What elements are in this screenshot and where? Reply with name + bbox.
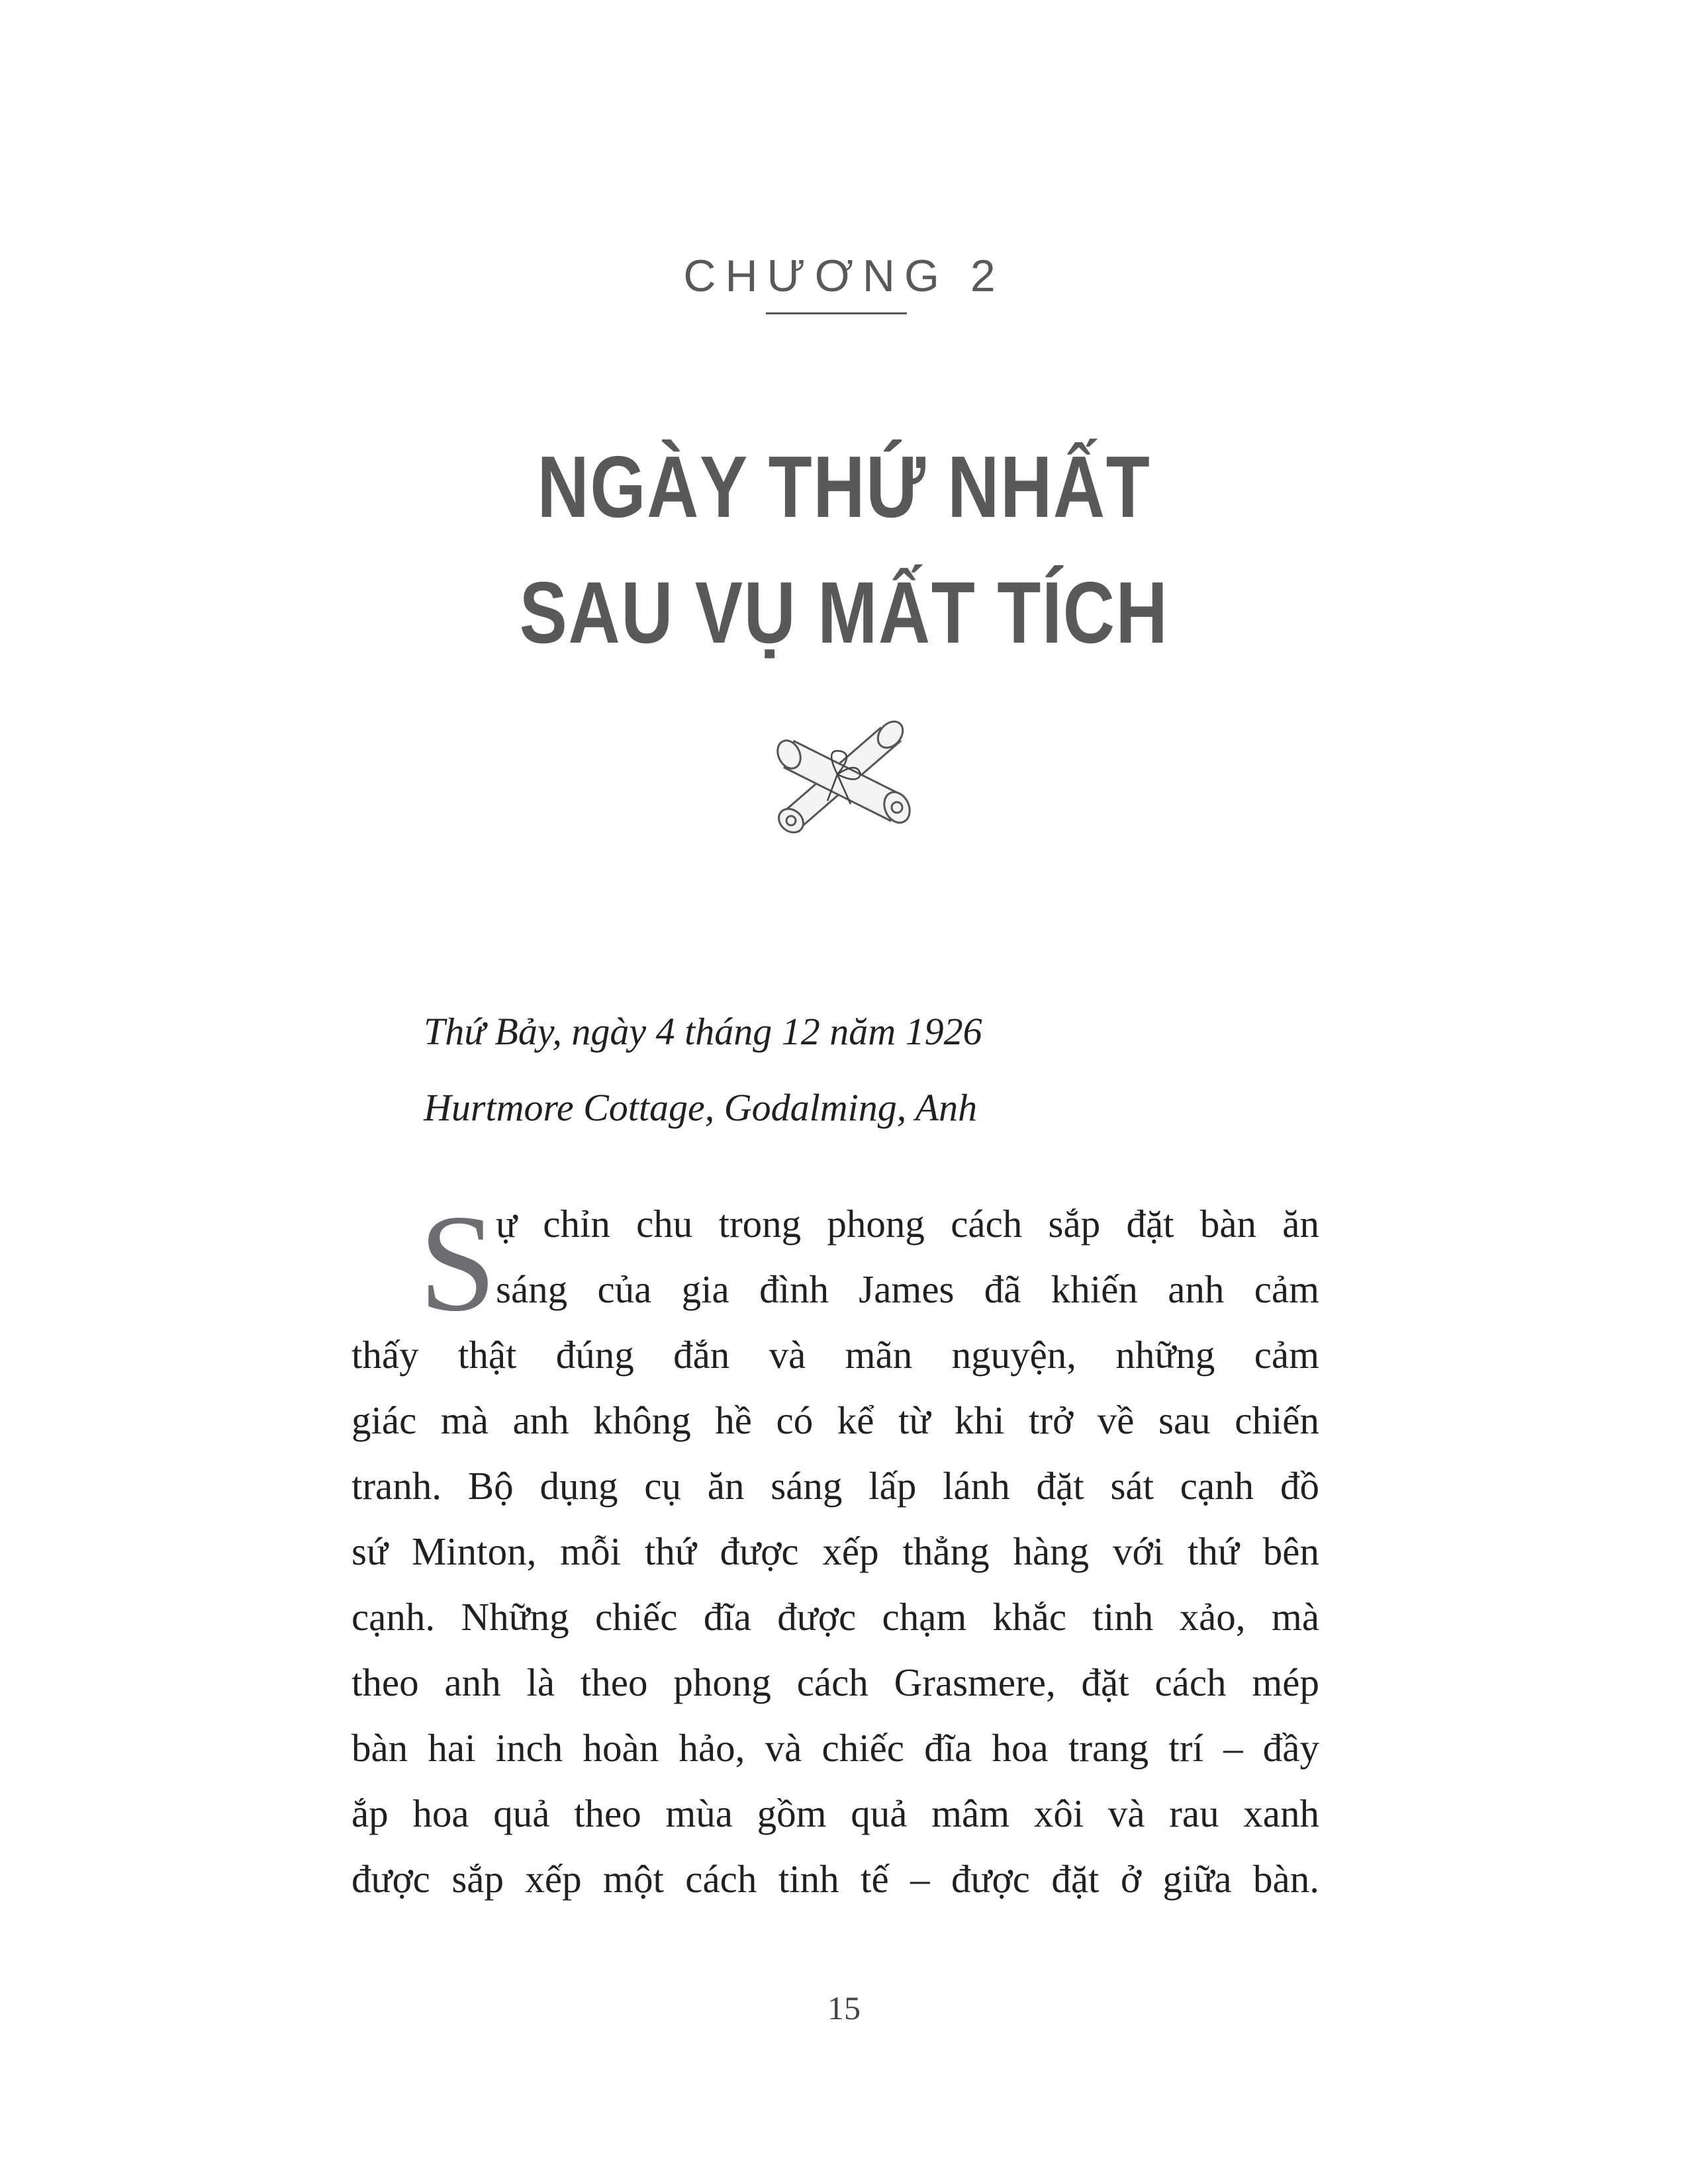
body-line: theo anh là theo phong cách Grasmere, đặt cách mép [352, 1661, 1319, 1704]
body-line: ự chỉn chu trong phong cách sắp đặt bàn ăn [496, 1202, 1319, 1246]
page-number: 15 [827, 1989, 861, 2026]
body-line: được sắp xếp một cách tinh tế – được đặt ở giữa bàn. [352, 1857, 1319, 1901]
chapter-divider [766, 312, 907, 314]
body-text [352, 1187, 1319, 1912]
location: Hurtmore Cottage, Godalming, Anh [424, 1086, 978, 1129]
chapter-title-line-1: NGÀY THỨ NHẤT [537, 438, 1151, 535]
body-line: giác mà anh không hề có kể từ khi trở về sau chiến [352, 1398, 1319, 1442]
body-line: ắp hoa quả theo mùa gồm quả mâm xôi và rau xanh [352, 1792, 1319, 1835]
body-line: sứ Minton, mỗi thứ được xếp thẳng hàng với thứ bên [352, 1529, 1319, 1573]
body-line: thấy thật đúng đắn và mãn nguyện, những cảm [352, 1333, 1319, 1377]
scroll-icon [768, 715, 920, 834]
drop-cap: S [419, 1187, 496, 1340]
body-line: cạnh. Những chiếc đĩa được chạm khắc tinh xảo, mà [352, 1595, 1319, 1639]
body-line: bàn hai inch hoàn hảo, và chiếc đĩa hoa trang trí – đầy [352, 1726, 1319, 1770]
body-line: tranh. Bộ dụng cụ ăn sáng lấp lánh đặt sát cạnh đồ [352, 1464, 1319, 1508]
dateline: Thứ Bảy, ngày 4 tháng 12 năm 1926 [424, 1010, 982, 1053]
chapter-title-line-2: SAU VỤ MẤT TÍCH [519, 564, 1169, 661]
chapter-label: CHƯƠNG 2 [683, 251, 1005, 301]
body-line: sáng của gia đình James đã khiến anh cảm [496, 1267, 1319, 1311]
